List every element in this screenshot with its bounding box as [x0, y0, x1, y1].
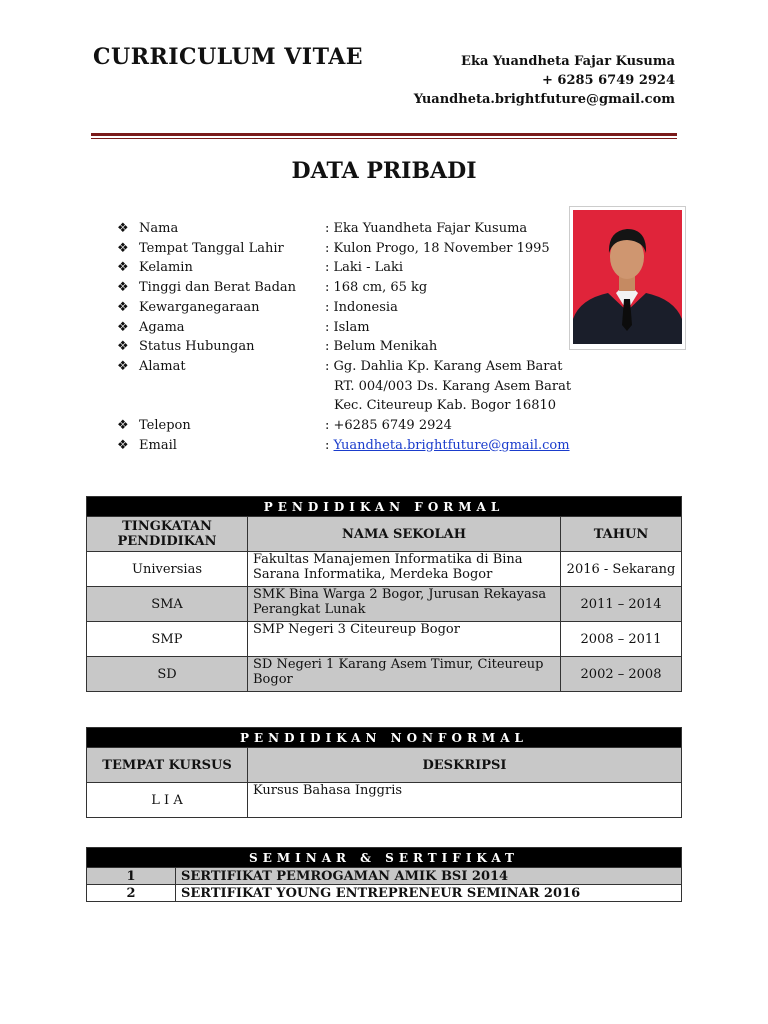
table-row	[87, 622, 682, 657]
column-header: TINGKATAN PENDIDIKAN	[87, 517, 248, 552]
nonformal-education-title: PENDIDIKAN NONFORMAL	[87, 728, 682, 748]
education-level: SMP	[87, 622, 248, 657]
diamond-bullet-icon: ❖	[117, 280, 129, 296]
header-divider	[91, 133, 677, 136]
table-row	[87, 587, 682, 622]
address-line	[117, 377, 587, 397]
address-line	[117, 396, 587, 416]
school-name: Fakultas Manajemen Informatika di Bina Sarana Informatika, Merdeka Bogor	[248, 552, 561, 587]
seminar-number: 2	[87, 885, 176, 902]
seminar-name: SERTIFIKAT YOUNG ENTREPRENEUR SEMINAR 2016	[176, 885, 682, 902]
nonformal-education-table	[86, 727, 682, 818]
seminar-number: 1	[87, 868, 176, 885]
personal-label: Email	[139, 437, 177, 453]
contact-phone: + 6285 6749 2924	[541, 73, 675, 88]
contact-block	[414, 52, 675, 109]
personal-value: : Belum Menikah	[325, 339, 438, 355]
person-photo-icon	[570, 207, 685, 349]
table-row	[87, 783, 682, 818]
personal-row	[117, 298, 587, 318]
personal-label: Tinggi dan Berat Badan	[139, 280, 297, 296]
diamond-bullet-icon: ❖	[117, 358, 129, 374]
personal-value: : Kulon Progo, 18 November 1995	[325, 240, 550, 256]
school-name: SD Negeri 1 Karang Asem Timur, Citeureup Bogor	[248, 657, 561, 692]
table-row	[87, 552, 682, 587]
formal-education-title: PENDIDIKAN FORMAL	[87, 497, 682, 517]
education-level: Universias	[87, 552, 248, 587]
cv-title: CURRICULUM VITAE	[93, 44, 364, 70]
education-year: 2016 - Sekarang	[561, 552, 682, 587]
personal-label: Status Hubungan	[139, 339, 255, 355]
personal-row	[117, 318, 587, 338]
table-row	[87, 868, 682, 885]
personal-value: : Gg. Dahlia Kp. Karang Asem Barat	[325, 358, 563, 374]
personal-value	[325, 436, 587, 456]
personal-data-list	[117, 219, 587, 455]
education-year: 2002 – 2008	[561, 657, 682, 692]
personal-row	[117, 278, 587, 298]
personal-label: Tempat Tanggal Lahir	[139, 240, 284, 256]
personal-row	[117, 337, 587, 357]
education-level: SD	[87, 657, 248, 692]
school-name: SMP Negeri 3 Citeureup Bogor	[248, 622, 561, 657]
course-description: Kursus Bahasa Inggris	[248, 783, 682, 818]
personal-row	[117, 357, 587, 377]
table-row	[87, 657, 682, 692]
personal-value: : Islam	[325, 319, 370, 335]
personal-value: : Indonesia	[325, 299, 398, 315]
personal-value: : Eka Yuandheta Fajar Kusuma	[325, 221, 528, 236]
personal-row	[117, 416, 587, 436]
diamond-bullet-icon: ❖	[117, 299, 129, 315]
personal-row	[117, 219, 587, 239]
diamond-bullet-icon: ❖	[117, 339, 129, 355]
formal-education-table	[86, 496, 682, 692]
education-year: 2008 – 2011	[561, 622, 682, 657]
header-divider-thin	[91, 138, 677, 139]
profile-photo	[569, 206, 686, 350]
diamond-bullet-icon: ❖	[117, 221, 129, 236]
course-place: L I A	[87, 783, 248, 818]
personal-row	[117, 258, 587, 278]
personal-label: Alamat	[139, 358, 186, 374]
personal-row	[117, 436, 587, 456]
diamond-bullet-icon: ❖	[117, 418, 129, 434]
table-row	[87, 885, 682, 902]
seminar-title: SEMINAR & SERTIFIKAT	[87, 848, 682, 868]
personal-label: Agama	[139, 319, 185, 335]
diamond-bullet-icon: ❖	[117, 437, 129, 453]
seminar-table	[86, 847, 682, 902]
personal-value: : 168 cm, 65 kg	[325, 280, 428, 296]
school-name: SMK Bina Warga 2 Bogor, Jurusan Rekayasa Perangkat Lunak	[248, 587, 561, 622]
personal-label: Kewarganegaraan	[139, 299, 260, 315]
diamond-bullet-icon: ❖	[117, 319, 129, 335]
address-line-text: Kec. Citeureup Kab. Bogor 16810	[334, 398, 557, 414]
column-header: NAMA SEKOLAH	[248, 517, 561, 552]
contact-email: Yuandheta.brightfuture@gmail.com	[413, 92, 675, 107]
education-level: SMA	[87, 587, 248, 622]
seminar-name: SERTIFIKAT PEMROGAMAN AMIK BSI 2014	[176, 868, 682, 885]
education-year: 2011 – 2014	[561, 587, 682, 622]
contact-name: Eka Yuandheta Fajar Kusuma	[461, 54, 675, 69]
column-header: DESKRIPSI	[248, 748, 682, 783]
personal-label: Nama	[139, 221, 179, 236]
personal-value: : +6285 6749 2924	[325, 418, 452, 434]
personal-label: Kelamin	[139, 260, 193, 276]
column-header: TAHUN	[561, 517, 682, 552]
column-header: TEMPAT KURSUS	[87, 748, 248, 783]
personal-label: Telepon	[139, 418, 191, 434]
email-prefix: :	[325, 437, 334, 453]
section-title-data-pribadi: DATA PRIBADI	[291, 158, 477, 184]
personal-row	[117, 239, 587, 259]
address-line-text: RT. 004/003 Ds. Karang Asem Barat	[334, 378, 572, 394]
personal-value: : Laki - Laki	[325, 260, 404, 276]
email-link[interactable]: Yuandheta.brightfuture@gmail.com	[333, 437, 570, 453]
diamond-bullet-icon: ❖	[117, 260, 129, 276]
diamond-bullet-icon: ❖	[117, 240, 129, 256]
